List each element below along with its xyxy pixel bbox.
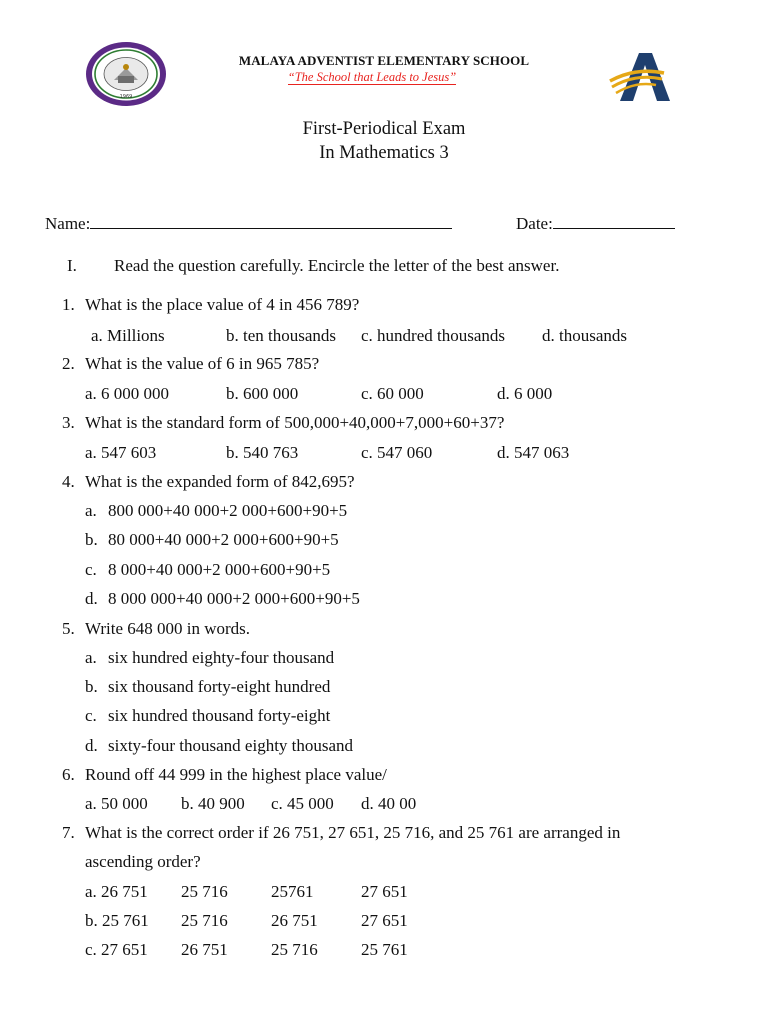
choice-letter: d. <box>85 589 98 608</box>
exam-title-line2: In Mathematics 3 <box>319 143 449 163</box>
svg-text:1969: 1969 <box>119 94 133 100</box>
choice-1c[interactable]: c. hundred thousands <box>361 326 506 345</box>
question-number: 6. <box>62 765 75 784</box>
choice-3a[interactable]: a. 547 603 <box>85 443 157 462</box>
question-number: 2. <box>62 354 75 373</box>
choice-1d[interactable]: d. thousands <box>542 326 627 345</box>
choice-6a[interactable]: a. 50 000 <box>85 794 148 813</box>
question-number: 4. <box>62 472 75 491</box>
choice-5a[interactable]: six hundred eighty-four thousand <box>108 648 335 667</box>
choice-3c[interactable]: c. 547 060 <box>361 443 433 462</box>
name-blank[interactable] <box>90 213 452 229</box>
choice-7b-item: 27 651 <box>361 911 408 930</box>
section-numeral: I. <box>67 256 77 275</box>
choice-7c[interactable]: c. 27 651 <box>85 940 148 959</box>
name-label: Name: <box>45 214 91 233</box>
choice-4a[interactable]: 800 000+40 000+2 000+600+90+5 <box>108 501 348 520</box>
adventist-a-logo <box>606 51 672 103</box>
question-4-text: What is the expanded form of 842,695? <box>85 472 355 491</box>
question-5-text: Write 648 000 in words. <box>85 619 251 638</box>
exam-title <box>0 117 768 165</box>
choice-7a-item: 25761 <box>271 882 314 901</box>
choice-6d[interactable]: d. 40 00 <box>361 794 417 813</box>
name-field[interactable] <box>45 213 452 234</box>
choice-7b[interactable]: b. 25 761 <box>85 911 149 930</box>
choice-4d[interactable]: 8 000 000+40 000+2 000+600+90+5 <box>108 589 360 608</box>
choice-5b[interactable]: six thousand forty-eight hundred <box>108 677 331 696</box>
section-instruction: Read the question carefully. Encircle the letter of the best answer. <box>114 256 560 275</box>
choice-1b[interactable]: b. ten thousands <box>226 326 337 345</box>
choice-5c[interactable]: six hundred thousand forty-eight <box>108 706 331 725</box>
choice-letter: b. <box>85 530 98 549</box>
choice-7b-item: 25 716 <box>181 911 228 930</box>
choice-2c[interactable]: c. 60 000 <box>361 384 424 403</box>
question-1-text: What is the place value of 4 in 456 789? <box>85 295 360 314</box>
choice-letter: c. <box>85 560 97 579</box>
choice-letter: a. <box>85 501 97 520</box>
question-6-text: Round off 44 999 in the highest place value/ <box>85 765 387 784</box>
question-2-text: What is the value of 6 in 965 785? <box>85 354 320 373</box>
question-number: 1. <box>62 295 75 314</box>
question-number: 5. <box>62 619 75 638</box>
choice-7a-item: 27 651 <box>361 882 408 901</box>
date-field[interactable] <box>516 213 675 234</box>
choice-5d[interactable]: sixty-four thousand eighty thousand <box>108 736 354 755</box>
date-label: Date: <box>516 214 553 233</box>
choice-2d[interactable]: d. 6 000 <box>497 384 553 403</box>
choice-3b[interactable]: b. 540 763 <box>226 443 299 462</box>
choice-7b-item: 26 751 <box>271 911 318 930</box>
choice-letter: a. <box>85 648 97 667</box>
school-name: MALAYA ADVENTIST ELEMENTARY SCHOOL <box>238 53 530 68</box>
choice-7c-item: 25 761 <box>361 940 408 959</box>
date-blank[interactable] <box>553 213 675 229</box>
choice-2b[interactable]: b. 600 000 <box>226 384 299 403</box>
school-motto: “The School that Leads to Jesus” <box>287 70 457 84</box>
choice-7a-item: 25 716 <box>181 882 228 901</box>
question-3-text: What is the standard form of 500,000+40,000+7,000+60+37? <box>85 413 505 432</box>
choice-6c[interactable]: c. 45 000 <box>271 794 334 813</box>
choice-7a[interactable]: a. 26 751 <box>85 882 148 901</box>
choice-4c[interactable]: 8 000+40 000+2 000+600+90+5 <box>108 560 331 579</box>
exam-title-line1: First-Periodical Exam <box>302 119 466 139</box>
choice-4b[interactable]: 80 000+40 000+2 000+600+90+5 <box>108 530 339 549</box>
choice-2a[interactable]: a. 6 000 000 <box>85 384 170 403</box>
choice-letter: b. <box>85 677 98 696</box>
question-7-text-cont: ascending order? <box>85 852 201 871</box>
question-number: 3. <box>62 413 75 432</box>
question-number: 7. <box>62 823 75 842</box>
choice-6b[interactable]: b. 40 900 <box>181 794 245 813</box>
choice-3d[interactable]: d. 547 063 <box>497 443 570 462</box>
choice-letter: d. <box>85 736 98 755</box>
choice-letter: c. <box>85 706 97 725</box>
question-7-text: What is the correct order if 26 751, 27 651, 25 716, and 25 761 are arranged in <box>85 823 621 842</box>
choice-7c-item: 26 751 <box>181 940 228 959</box>
choice-1a[interactable]: a. Millions <box>91 326 165 345</box>
choice-7c-item: 25 716 <box>271 940 318 959</box>
